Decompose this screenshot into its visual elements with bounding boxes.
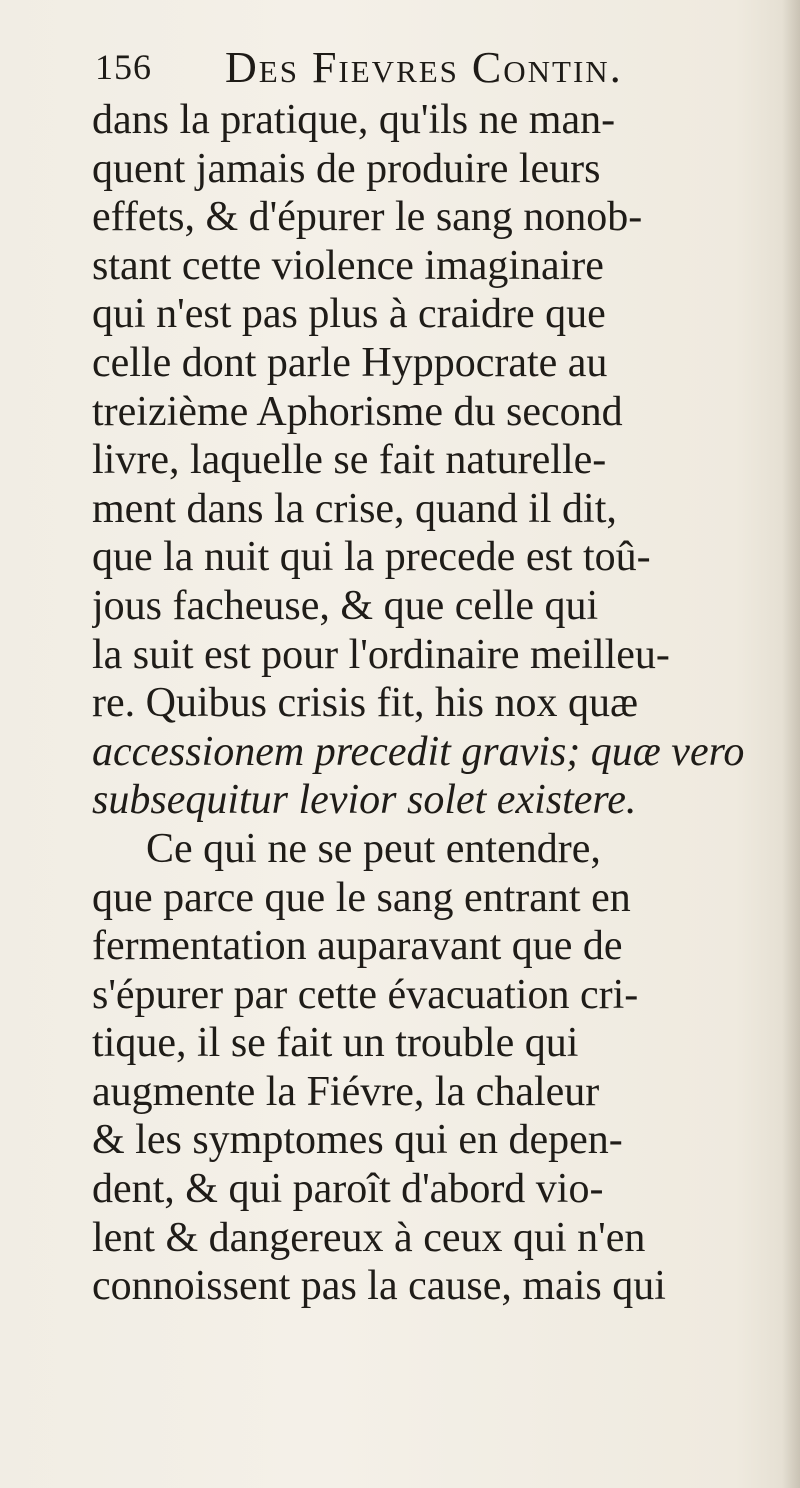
text-line: dent, & qui paroît d'abord vio- [92, 1166, 604, 1213]
text-line: la suit est pour l'ordinaire meilleu- [92, 631, 670, 678]
latin-quote-line: accessionem precedit gravis; quæ vero [92, 728, 745, 775]
text-line: que parce que le sang entrant en [92, 874, 631, 921]
text-line: s'épurer par cette évacuation cri- [92, 971, 639, 1018]
text-line: augmente la Fiévre, la chaleur [92, 1068, 600, 1115]
text-line: stant cette violence imaginaire [92, 242, 604, 289]
latin-quote-line: subsequitur levior solet existere. [92, 777, 637, 824]
text-line: lent & dangereux à ceux qui n'en [92, 1214, 646, 1261]
text-line: jous facheuse, & que celle qui [92, 582, 599, 629]
text-line: livre, laquelle se fait naturelle- [92, 437, 607, 484]
text-line: treizième Aphorisme du second [92, 388, 623, 435]
text-line: qui n'est pas plus à craidre que [92, 291, 606, 338]
body-text [92, 96, 792, 1311]
text-line: effets, & d'épurer le sang nonob- [92, 194, 643, 241]
text-line: ment dans la crise, quand il dit, [92, 485, 617, 532]
text-line: que la nuit qui la precede est toû- [92, 534, 651, 581]
text-line: quent jamais de produire leurs [92, 145, 601, 192]
text-line: tique, il se fait un trouble qui [92, 1020, 579, 1067]
page-number: 156 [95, 47, 152, 87]
paragraph-start-line: Ce qui ne se peut entendre, [146, 825, 601, 872]
running-title: Des Fievres Contin. [225, 43, 623, 92]
text-line: connoissent pas la cause, mais qui [92, 1263, 666, 1310]
text-line: fermentation auparavant que de [92, 923, 623, 970]
text-line: celle dont parle Hyppocrate au [92, 339, 608, 386]
text-line: re. Quibus crisis fit, his nox quæ [92, 680, 638, 727]
text-line: dans la pratique, qu'ils ne man- [92, 97, 616, 143]
page-header [95, 40, 775, 96]
text-line: & les symptomes qui en depen- [92, 1117, 623, 1164]
